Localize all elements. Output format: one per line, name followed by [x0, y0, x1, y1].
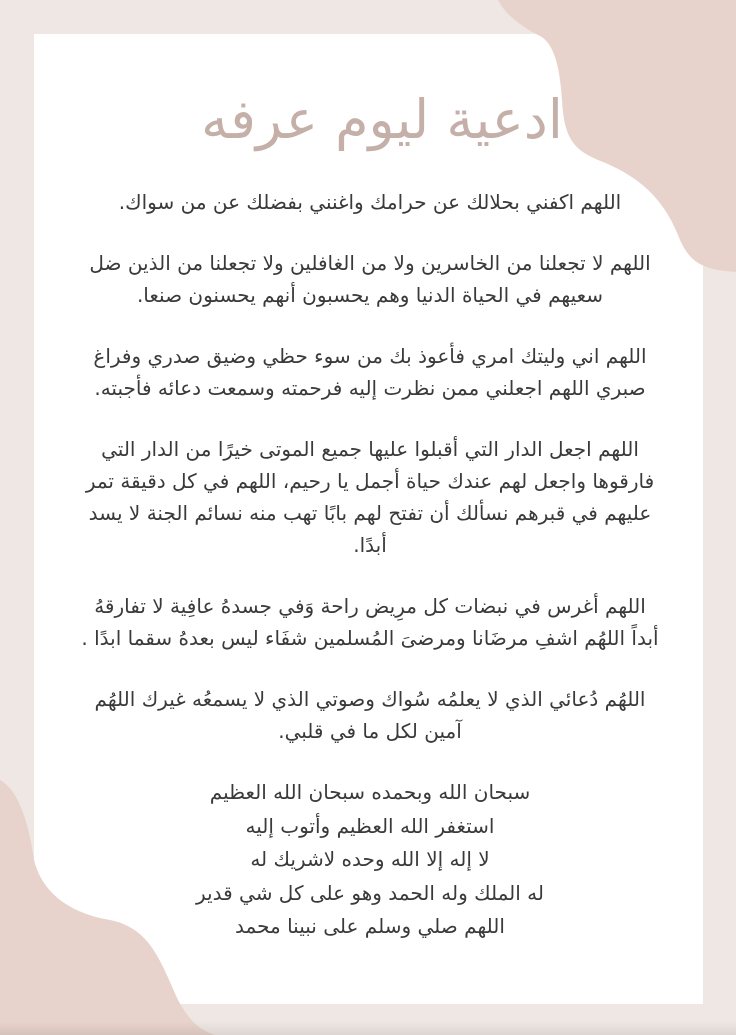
- dhikr-line: اللهم صلي وسلم على نبينا محمد: [235, 914, 505, 938]
- dua-line: صبري اللهم اجعلني ممن نظرت إليه فرحمته وسمعت دعائه فأجبته.: [94, 376, 646, 400]
- dua-paragraph-4: [60, 433, 680, 561]
- dua-line: آمين لكل ما في قلبي.: [278, 719, 462, 743]
- dua-line: اللهم اكفني بحلالك عن حرامك واغنني بفضلك عن من سواك.: [118, 190, 622, 214]
- dua-line: أبدًا.: [353, 533, 387, 557]
- dhikr-line: لا إله إلا الله وحده لاشريك له: [250, 847, 490, 871]
- document-content: [60, 80, 680, 944]
- dhikr-line: له الملك وله الحمد وهو على كل شي قدير: [196, 880, 544, 905]
- dua-line: اللهم اني وليتك امري فأعوذ بك من سوء حظي وضيق صدري وفراغ: [93, 344, 647, 368]
- dua-line: عليهم في قبرهم نسألك أن تفتح لهم بابًا تهب منه نسائم الجنة لا يسد: [88, 501, 652, 525]
- bottom-shadow: [0, 1021, 736, 1035]
- dua-line: فارقوها واجعل لهم عندك حياة أجمل يا رحيم، اللهم في كل دقيقة تمر: [85, 469, 655, 493]
- dua-paragraph-2: [60, 247, 680, 311]
- dua-paragraph-6: [60, 683, 680, 747]
- dhikr-line: استغفر الله العظيم وأتوب إليه: [245, 813, 495, 838]
- dua-paragraph-1: [60, 186, 680, 218]
- dua-line: سعيهم في الحياة الدنيا وهم يحسبون أنهم يحسنون صنعا.: [136, 283, 604, 307]
- dua-line: اللهم لا تجعلنا من الخاسرين ولا من الغافلين ولا تجعلنا من الذين ضل: [89, 251, 651, 275]
- dua-paragraph-5: [60, 590, 680, 654]
- page-title: ادعية ليوم عرفه: [201, 88, 563, 151]
- dua-line: اللهم اجعل الدار التي أقبلوا عليها جميع الموتى خيرًا من الدار التي: [101, 437, 639, 461]
- dhikr-line: سبحان الله وبحمده سبحان الله العظيم: [209, 780, 531, 804]
- dua-line: أبداً اللهُم اشفِ مرضَانا ومرضىَ المُسلمين شفَاء ليس بعدهُ سقما ابدًا .: [81, 626, 659, 650]
- dua-paragraph-3: [60, 340, 680, 404]
- dhikr-block: [60, 776, 680, 944]
- dua-line: اللهم أغرس في نبضات كل مرِيض راحة وَفي جسدهُ عافِية لا تفارقهُ: [94, 594, 646, 618]
- dua-line: اللهُم دُعائي الذي لا يعلمُه سُواك وصوتي الذي لا يسمعُه غيرك اللهُم: [94, 687, 646, 711]
